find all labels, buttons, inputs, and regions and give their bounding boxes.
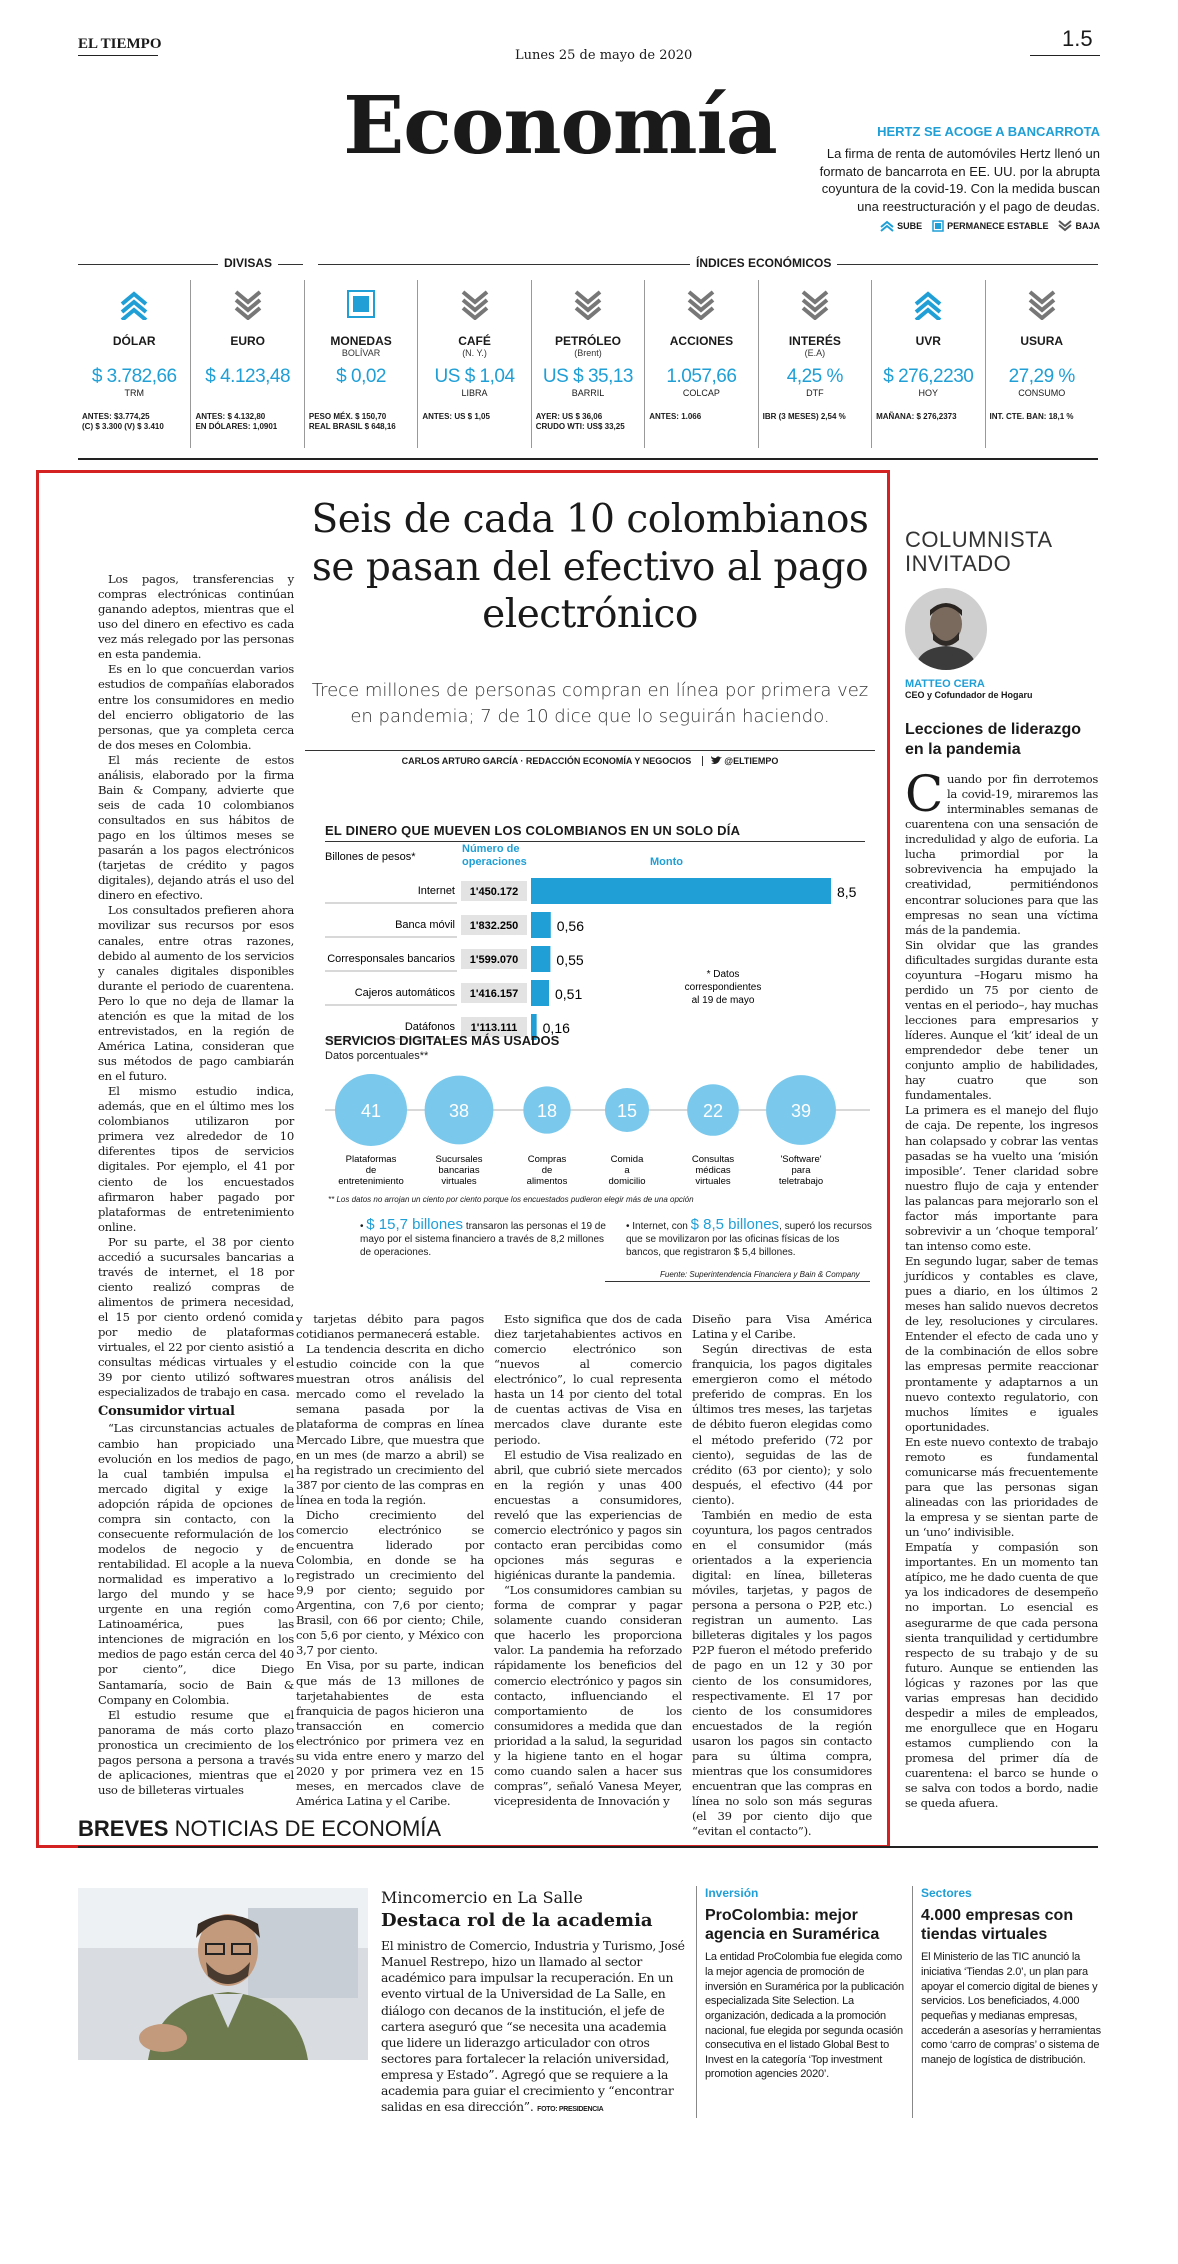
columnist-role: CEO y Cofundador de Hogaru <box>905 690 1033 700</box>
bubble-value-label: 15 <box>616 1101 638 1121</box>
bubble-value-label: 18 <box>536 1101 558 1121</box>
bubble-category-label: de <box>365 1165 377 1176</box>
indicator-usura <box>985 280 1098 448</box>
legend-up: SUBE <box>880 220 922 232</box>
brief-2-title: ProColombia: mejor agencia en Suramérica <box>705 1907 880 1944</box>
byline-rule <box>305 750 875 751</box>
bar-category-label: Corresponsales bancarios <box>327 953 455 965</box>
bubble-category-label: Comida <box>610 1154 644 1165</box>
indicator-petróleo <box>531 280 644 448</box>
indicator-name: ACCIONES <box>669 334 734 348</box>
indicator-note: INT. CTE. BAN: 18,1 % <box>989 412 1074 421</box>
bubble-category-label: para <box>791 1165 811 1176</box>
bar-category-label: Datáfonos <box>404 1021 455 1033</box>
bar-operations-label: 1'416.157 <box>469 988 519 1000</box>
indicator-name: PETRÓLEO <box>554 334 621 348</box>
article-subsection-title: Consumidor virtual <box>98 1404 235 1420</box>
indicator-unit: CONSUMO <box>1018 388 1066 398</box>
bar-operations-label: 1'599.070 <box>469 954 519 966</box>
dated-note-line: al 19 de mayo <box>691 995 755 1006</box>
columnist-name: MATTEO CERA <box>905 678 985 690</box>
column-paragraph: Empatía y compasión son importantes. En un momento tan atípico, me he dado cuenta de que ya los indicadores de desempeño no importan. Lo esencial es asegurarme de que cada persona sienta tranquilidad y certidumbre respecto de su trabajo y de su futuro. Aunque se entienden las lógicas y razones por las que varias empresas han decidido despedir a miles de empleados, me enorgullece que en Hogaru estamos cumpliendo con la promesa del primer día de cuarentena: el barco se hunde o se salva con todos a bordo, nadie se queda afuera. <box>905 1540 1098 1811</box>
down-trend-icon <box>532 290 644 324</box>
indicator-unit: HOY <box>918 388 939 398</box>
column-paragraph: En este nuevo contexto de trabajo remoto es fundamental comunicarse más frecuentemente para que las personas sigan alineadas con las prioridades de la empresa y se sientan parte de un ‘uno’ indivisible. <box>905 1434 1098 1540</box>
breves-rule <box>78 1846 1098 1848</box>
bubble-category-label: virtuales <box>441 1176 477 1187</box>
paragraph: El mismo estudio indica, además, que en el último mes los colombianos utilizaron por primera vez alrededor de 10 diferentes tipos de servicios digitales. Por ejemplo, el 41 por ciento de los encuestados afirmaron haber pagado por plataformas de entretenimiento online. <box>98 1084 294 1234</box>
up-trend-icon <box>872 290 984 324</box>
services-subtitle: Datos porcentuales** <box>325 1050 429 1062</box>
indicator-sub <box>191 348 303 358</box>
indicator-sub: BOLÍVAR <box>341 348 381 358</box>
chart-units-label: Billones de pesos* <box>325 851 416 863</box>
article-column-3 <box>494 1312 682 1809</box>
brief-3-kicker: Sectores <box>921 1886 972 1900</box>
bar-category-label: Internet <box>417 885 455 897</box>
paragraph: Es en lo que concuerdan varios estudios de compañías elaborados entre los consumidores en medio del encierro obligatorio de las personas, que ya completa cerca de dos meses en Colombia. <box>98 662 294 752</box>
ops-column-header-2: operaciones <box>462 856 527 868</box>
dated-note-line: * Datos <box>706 969 740 980</box>
paragraph: Dicho crecimiento del comercio electrónico se encuentra liderado por Colombia, en donde se ha registrado un crecimiento del 9,9 por ciento; seguido por Argentina, con 7,6 por ciento; Brasil, con 66 por ciento; Chile, con 5,6 por ciento, y México con 3,7 por ciento. <box>296 1507 484 1658</box>
paragraph: También en medio de esta coyuntura, los pagos centrados en el consumidor (más orientados a la experiencia digital: en línea, billeteras móviles, tarjetas, y pagos de persona a persona o P2P, etc.) registran un aumento. Las billeteras digitales y los pagos P2P fueron el método preferido de pago en un 12 y 30 por ciento de los consumidores, respectivamente. El 17 por ciento de los consumidores encuestados de la región usaron los pagos sin contacto para su última compra, mientras que los consumidores encuentran que las compras en línea no solo son más seguras (el 39 por ciento dijo que “evitan el contacto”). <box>692 1507 872 1839</box>
ops-column-header: Número de <box>462 843 520 855</box>
bar-value-label: 0,51 <box>555 986 583 1002</box>
indicator-sub: (Brent) <box>574 348 602 358</box>
paragraph: “Las circunstancias actuales de cambio han propiciado una evolución en los medios de pago, la cual también impulsa el mercado digital y exige la adopción rápida de opciones de compra sin contacto, con la consecuente reformulación de los modelos de negocio y de rentabilidad. El acople a la nueva normalidad es imperativo a lo largo del mundo y se hace urgente en una región como Latinoamérica, pues las intenciones de migración en los medios de pago están cerca del 40 por ciento”, dice Diego Santamaría, socio de Bain & Company en Colombia. <box>98 1421 294 1707</box>
legend-down: BAJA <box>1058 220 1100 232</box>
indicator-name: UVR <box>915 334 941 348</box>
indicator-monedas <box>304 280 417 448</box>
indicator-value: 4,25 % <box>786 366 843 387</box>
paragraph: Según directivas de esta franquicia, los pagos digitales emergieron como el método preferido de compras. En los últimos tres meses, las tarjetas de débito fueron elegidas como el método preferido (72 por ciento), seguidas de las de crédito (63 por ciento); y solo después, el efectivo (44 por ciento). <box>692 1342 872 1507</box>
indicator-sub <box>986 348 1098 358</box>
article-subhead: Trece millones de personas compran en línea por primera vez en pandemia; 7 de 10 dice que lo seguirán haciendo. <box>311 680 869 728</box>
column-paragraph: En segundo lugar, saber de temas jurídicos y contables es clave, pues a diario, en los últimos 2 meses han salido nuevos decretos de ley, resoluciones y circulares. Entender el efecto de cada uno y de la combinación de ellos sobre las empresas permite reaccionar prontamente y adaptarnos a un nuevo contexto regulatorio, con muchos límites e iguales oportunidades. <box>905 1254 1098 1434</box>
paragraph: La tendencia descrita en dicho estudio coincide con la que muestran otros análisis del mercado como el revelado la semana pasada por la plataforma de compras en línea Mercado Libre, que muestra que en un mes (de marzo a abril) se ha registrado un crecimiento del 387 por ciento de las compras en línea en toda la región. <box>296 1342 484 1507</box>
bar-category-label: Cajeros automáticos <box>354 987 455 999</box>
services-title: SERVICIOS DIGITALES MÁS USADOS <box>325 1033 560 1048</box>
infographic-fact-2: • Internet, con $ 8,5 billones, superó los recursos que se movilizaron por las oficinas físicas de los bancos, que registraron $ 5,4 billones. <box>626 1216 872 1258</box>
bubble-category-label: Consultas <box>691 1154 735 1165</box>
article-column-4 <box>692 1312 872 1839</box>
bubble-category-label: entretenimiento <box>338 1176 404 1187</box>
indicator-value: US $ 1,04 <box>434 366 515 387</box>
fact-2-pre: Internet, con <box>632 1221 688 1232</box>
up-chevron-icon <box>880 220 894 232</box>
stable-square-icon <box>932 220 944 232</box>
columnist-kicker: COLUMNISTA INVITADO <box>905 527 1053 577</box>
indicator-value: 1.057,66 <box>666 366 737 387</box>
paragraph: y tarjetas débito para pagos cotidianos permanecerá estable. <box>296 1312 484 1342</box>
paragraph: El estudio de Visa realizado en abril, que cubrió siete mercados en la región y unas 400 encuestas a consumidores, reveló que las experiencias de comercio electrónico y pagos sin contacto eran percibidas como opciones más seguras e higiénicas durante la pandemia. <box>494 1447 682 1583</box>
bubble-value-label: 22 <box>702 1101 724 1121</box>
indicator-value: $ 4.123,48 <box>205 366 291 387</box>
trend-legend <box>860 220 1100 232</box>
bubble-category-label: Sucursales <box>435 1154 483 1165</box>
fact-1-text: transaron las personas el 19 de mayo por el sistema financiero a través de 8,2 millones de operaciones. <box>360 1221 606 1258</box>
services-bubble-chart <box>325 1066 870 1196</box>
indicators-strip <box>78 280 1098 448</box>
bar-category-label: Banca móvil <box>395 919 455 931</box>
page-number: 1.5 <box>1062 26 1093 51</box>
photo-credit: FOTO: PRESIDENCIA <box>537 2106 604 2114</box>
bar-value-label: 8,5 <box>837 884 857 900</box>
twitter-handle: @ELTIEMPO <box>724 756 779 766</box>
brief-2-body: La entidad ProColombia fue elegida como la mejor agencia de promoción de inversión en Suramérica por la publicación especializada Site Selection. La organización, dedicada a la promoción nacional, fue elegida por segunda ocasión consecutiva en el listado Global Best to Invest en la categoría ‘Top investment promotion agencies 2020’. <box>705 1951 904 2081</box>
article-column-2 <box>296 1312 484 1809</box>
bar <box>531 912 551 938</box>
fact-2-text: , superó los recursos que se movilizaron por las oficinas físicas de los bancos, que registraron $ 5,4 billones. <box>626 1221 872 1258</box>
indicator-name: INTERÉS <box>788 334 841 348</box>
indicator-sub <box>78 348 190 358</box>
indicator-sub <box>872 348 984 358</box>
paragraph: En Visa, por su parte, indican que más de 13 millones de tarjetahabientes de esta franquicia de pagos hicieron una transacción en comercio electrónico por primera vez en su vida entre enero y marzo del 2020 y por primera vez en 15 meses, en mercados clave de América Latina y el Caribe. <box>296 1658 484 1808</box>
bubble-category-label: a <box>624 1165 630 1176</box>
paragraph: Por su parte, el 38 por ciento accedió a sucursales bancarias a través de internet, el 18 por ciento realizó compras de alimentos de primera necesidad, el 15 por ciento ordenó comida por medio de plataformas virtuales, el 22 por ciento asistió a consultas médicas virtuales y el 39 por ciento utilizó softwares especializados de trabajo en casa. <box>98 1234 294 1400</box>
divisas-label: DIVISAS <box>218 256 278 270</box>
bar-operations-label: 1'450.172 <box>469 886 519 898</box>
brief-2-kicker: Inversión <box>705 1886 759 1900</box>
indicator-unit: LIBRA <box>461 388 488 398</box>
hertz-brief[interactable] <box>800 124 1100 215</box>
indicator-euro <box>190 280 303 448</box>
hertz-body: La firma de renta de automóviles Hertz llenó un formato de bancarrota en EE. UU. por la abrupta coyuntura de la covid-19. Con la medida buscan una reestructuración y el pago de deudas. <box>819 146 1100 214</box>
paragraph: El estudio resume que el panorama de más corto plazo pronostica un crecimiento de los pagos persona a persona a través de aplicaciones, mientras que el uso de billeteras virtuales <box>98 1707 294 1797</box>
brief-3[interactable] <box>921 1886 1101 2067</box>
amount-column-header: Monto <box>650 856 683 868</box>
indicator-value: US $ 35,13 <box>542 366 633 387</box>
paragraph: “Los consumidores cambian su forma de comprar y pagar solamente cuando consideran que hacerlo les proporciona valor. La pandemia ha reforzado rápidamente los beneficios del comercio electrónico y pagos sin contacto, influenciando el comportamiento de los consumidores a medida que dan prioridad a la salud, la seguridad y la higiene tanto en el hogar como cuando salen a hacer sus compras”, señaló Vanesa Meyer, vicepresidenta de Innovación y <box>494 1583 682 1808</box>
indicator-acciones <box>644 280 757 448</box>
bubble-category-label: alimentos <box>526 1176 568 1187</box>
stable-trend-icon <box>305 290 417 324</box>
columnist-photo <box>905 588 987 670</box>
byline-author: CARLOS ARTURO GARCÍA · REDACCIÓN ECONOMÍA Y NEGOCIOS <box>401 756 692 766</box>
indicator-name: USURA <box>1020 334 1064 348</box>
down-trend-icon <box>418 290 530 324</box>
column-paragraph: Sin olvidar que las grandes dificultades surgidas durante esta coyuntura –Hogaru mismo ha perdido un 75 por ciento de ventas en el periodo–, hay muchas lecciones para empresarios y líderes. Aunque el ‘kit’ ideal de un emprendedor debe tener un conjunto amplio de habilidades, hay cuatro que son fundamentales. <box>905 937 1098 1103</box>
down-chevron-icon <box>1058 220 1072 232</box>
bar-value-label: 0,16 <box>542 1020 570 1036</box>
paragraph: Los consultados prefieren ahora movilizar sus recursos por esos canales, entre otras razones, debido al aumento de los servicios y canales digitales disponibles durante el periodo de cuarentena. Pero lo que no deja de llamar la atención es que la mitad de los entrevistados, en la región de América Latina, consideran que sus métodos de pago cambiarán en el futuro. <box>98 903 294 1084</box>
bubble-value-label: 39 <box>790 1101 812 1121</box>
down-trend-icon <box>191 290 303 324</box>
indicator-name: EURO <box>230 334 265 348</box>
brief-2[interactable] <box>705 1886 905 2082</box>
indicator-note: MAÑANA: $ 276,2373 <box>876 412 957 421</box>
byline <box>305 756 875 766</box>
bar-value-label: 0,55 <box>556 952 584 968</box>
indicator-unit: TRM <box>124 388 144 398</box>
indicator-unit: DTF <box>806 388 824 398</box>
indicators-bottom-rule <box>78 458 1098 460</box>
column-paragraph: Cuando por fin derrotemos la covid-19, miraremos las interminables semanas de cuarentena con una sensación de incredulidad y algo de euforia. La lucha primordial por la sobrevivencia ha empujado la creatividad, permitiéndonos encontrar soluciones para que las empresas no sean una víctima más de la pandemia. <box>905 765 1098 937</box>
brief-divider-1 <box>696 1886 697 2118</box>
paragraph: El más reciente de estos análisis, elaborado por la firma Bain & Company, advierte que seis de cada 10 colombianos consultados en sus hábitos de pago en los últimos meses se pasarán a los pagos electrónicos (tarjetas de crédito y pagos digitales), dejando atrás el uso del dinero en efectivo. <box>98 752 294 903</box>
bar-operations-label: 1'832.250 <box>469 920 519 932</box>
indicator-value: 27,29 % <box>1008 366 1075 387</box>
bubble-category-label: bancarias <box>438 1165 480 1176</box>
twitter-icon <box>711 756 722 765</box>
bar <box>531 878 831 904</box>
bar-operations-label: 1'113.111 <box>470 1022 518 1034</box>
indicator-note: PESO MÉX. $ 150,70 REAL BRASIL $ 648,16 <box>308 412 396 431</box>
indicator-unit: COLCAP <box>682 388 720 398</box>
indicator-name: CAFÉ <box>458 334 491 348</box>
indicator-sub <box>645 348 757 358</box>
paragraph: Esto significa que dos de cada diez tarjetahabientes activos en comercio electrónico son “nuevos al comercio electrónico”, lo cual representa hasta un 14 por ciento del total de cuentas activas de Visa en mercados clave durante este periodo. <box>494 1312 682 1447</box>
page-number-rule <box>1030 55 1100 56</box>
bubble-category-label: domicilio <box>608 1176 646 1187</box>
brief-1-body: El ministro de Comercio, Industria y Turismo, José Manuel Restrepo, hizo un llamado al sector académico para impulsar la recuperación. En un evento virtual de la Universidad de La Salle, en diálogo con decanos de la institución, el jefe de cartera aseguró que “se necesita una academia que lidere un liderazgo articulador con otros sectores para fortalecer la relación universidad, empresa y Estado”. Agregó que se requiere a la academia para guiar el crecimiento y “encontrar salidas en esa dirección”. FOTO: PRESIDENCIA <box>381 1938 685 2115</box>
infographic-fact-1: • $ 15,7 billones transaron las personas el 19 de mayo por el sistema financiero a través de 8,2 millones de operaciones. <box>360 1216 606 1258</box>
article-column-1 <box>98 572 294 1798</box>
indicator-value: $ 276,2230 <box>883 366 974 387</box>
bubble-category-label: médicas <box>695 1165 731 1176</box>
indicator-value: $ 0,02 <box>336 366 386 387</box>
indicator-sub: (N. Y.) <box>462 348 487 358</box>
down-trend-icon <box>759 290 871 324</box>
column-title: Lecciones de liderazgo en la pandemia <box>905 721 1082 758</box>
masthead: EL TIEMPO <box>78 36 162 52</box>
fact-1-figure: $ 15,7 billones <box>366 1216 464 1233</box>
indicator-note: ANTES: $3.774,25 (C) $ 3.300 (V) $ 3.410 <box>82 412 164 431</box>
paragraph: Los pagos, transferencias y compras electrónicas continúan ganando adeptos, mientras que el uso del dinero en efectivo es cada vez más relegado por las personas en esta pandemia. <box>98 572 294 662</box>
brief-1-title[interactable]: Destaca rol de la academia <box>381 1910 653 1931</box>
column-body <box>905 765 1098 1811</box>
brief-1-kicker: Mincomercio en La Salle <box>381 1888 583 1907</box>
indicator-café <box>417 280 530 448</box>
indicator-note: ANTES: US $ 1,05 <box>422 412 490 421</box>
brief-3-title: 4.000 empresas con tiendas virtuales <box>921 1907 1074 1944</box>
indicator-name: DÓLAR <box>112 334 156 348</box>
article-headline: Seis de cada 10 colombianos se pasan del efectivo al pago electrónico <box>311 497 869 638</box>
bubble-category-label: Plataformas <box>345 1154 397 1165</box>
dated-note-line: correspondientes <box>684 982 762 993</box>
down-trend-icon <box>645 290 757 324</box>
infographic-footnote: ** Los datos no arrojan un ciento por ciento porque los encuestados pudieron elegir más de una opción <box>328 1195 694 1204</box>
indicator-name: MONEDAS <box>330 334 392 348</box>
indicator-dólar <box>78 280 190 448</box>
source-rule <box>605 1281 870 1282</box>
breves-header: BREVES NOTICIAS DE ECONOMÍA <box>78 1816 442 1841</box>
brief-3-body: El Ministerio de las TIC anunció la iniciativa ‘Tiendas 2.0’, un plan para apoyar el comercio digital de bienes y servicios. Los beneficiados, 4.000 pequeñas y medianas empresas, accederán a asesorías y herramientas como ‘carro de compras’ o sistema de manejo de logística de distribución. <box>921 1951 1101 2066</box>
bar-value-label: 0,56 <box>556 918 585 934</box>
legend-stable: PERMANECE ESTABLE <box>932 220 1048 232</box>
fact-2-figure: $ 8,5 billones <box>690 1216 780 1233</box>
bubble-category-label: Compras <box>527 1154 567 1165</box>
indices-label: ÍNDICES ECONÓMICOS <box>690 256 837 270</box>
infographic-title: EL DINERO QUE MUEVEN LOS COLOMBIANOS EN UN SOLO DÍA <box>325 823 741 838</box>
bubble-category-label: teletrabajo <box>778 1176 824 1187</box>
indicator-note: ANTES: 1.066 <box>649 412 702 421</box>
indicator-uvr <box>871 280 984 448</box>
column-paragraph: La primera es el manejo del flujo de caja. De repente, los ingresos han colapsado y cobrar las ventas pasadas se ha vuelto una ‘misión imposible’. Tener claridad sobre nuestro flujo de caja y entender las palancas para mejorarlo son el factor más importante para sobrevivir a un ‘choque temporal’ tan intenso como este. <box>905 1103 1098 1253</box>
indicator-note: ANTES: $ 4.132,80 EN DÓLARES: 1,0901 <box>195 412 278 431</box>
bubble-category-label: 'Software' <box>780 1154 822 1165</box>
bubble-value-label: 38 <box>448 1101 470 1121</box>
indicator-unit: BARRIL <box>571 388 605 398</box>
minister-photo <box>78 1888 368 2060</box>
down-trend-icon <box>986 290 1098 324</box>
indicator-note: AYER: US $ 36,06 CRUDO WTI: US$ 33,25 <box>535 412 625 431</box>
bar <box>531 980 549 1006</box>
bubble-value-label: 41 <box>360 1101 382 1121</box>
section-title: Economía <box>343 78 777 172</box>
masthead-rule <box>78 55 158 56</box>
brief-divider-2 <box>912 1886 913 2118</box>
bubble-category-label: de <box>541 1165 553 1176</box>
indicators-header <box>78 256 1098 272</box>
bubble-category-label: virtuales <box>695 1176 731 1187</box>
dateline: Lunes 25 de mayo de 2020 <box>515 48 693 63</box>
bar <box>531 946 550 972</box>
indicator-value: $ 3.782,66 <box>91 366 177 387</box>
paragraph: Diseño para Visa América Latina y el Caribe. <box>692 1312 872 1342</box>
indicator-note: IBR (3 MESES) 2,54 % <box>762 412 846 421</box>
infographic-source: Fuente: Superintendencia Financiera y Bain & Company <box>660 1270 860 1279</box>
indicator-interés <box>758 280 871 448</box>
hertz-kicker: HERTZ SE ACOGE A BANCARROTA <box>877 124 1100 139</box>
up-trend-icon <box>78 290 190 324</box>
indicator-sub: (E.A) <box>804 348 826 358</box>
